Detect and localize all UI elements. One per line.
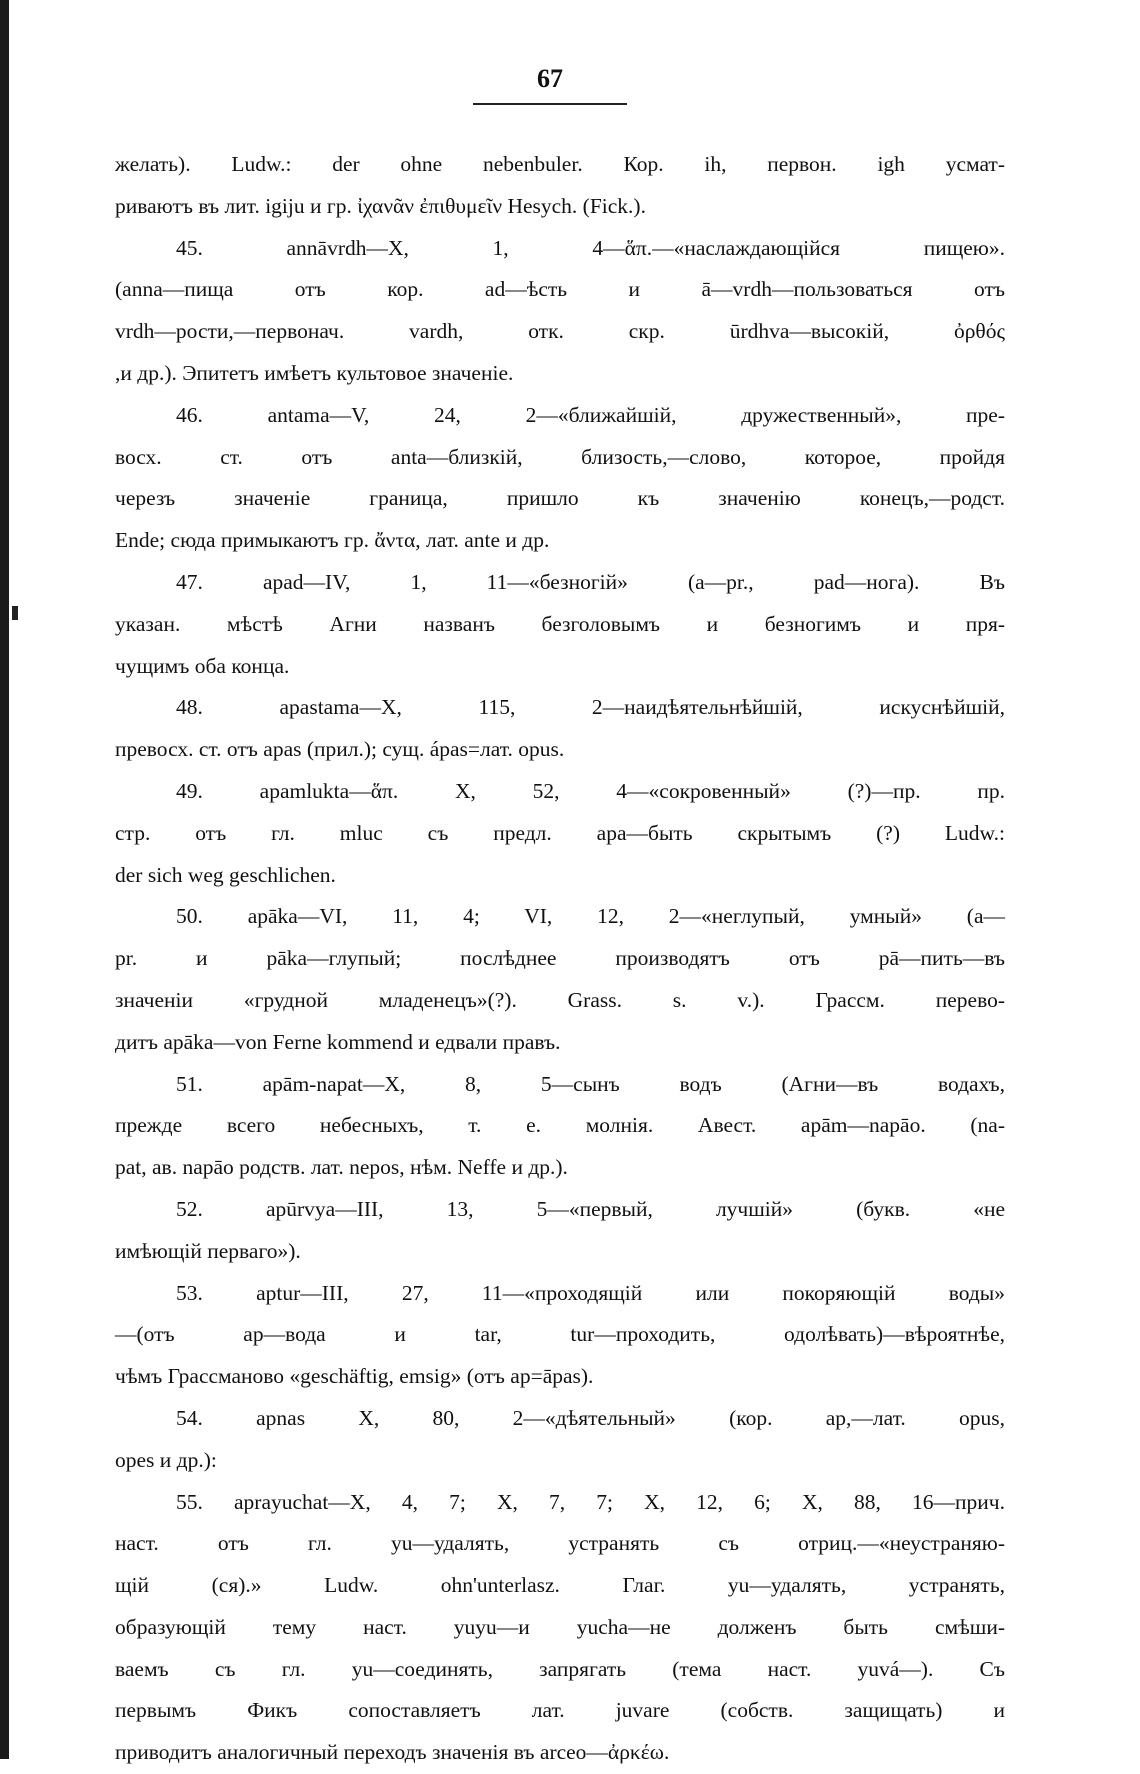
text-line: 52. apūrvya—III, 13, 5—«первый, лучшiй» (букв. «не [176,1196,1005,1221]
text-line: образующiй тему наст. yuyu—и yucha—не долженъ быть смѣши- [115,1614,1005,1639]
text-line: приводитъ аналогичный переходъ значенiя въ arceo—ἀρκέω. [115,1740,670,1765]
text-line: der sich weg geschlichen. [115,862,336,887]
page-number: 67 [537,64,563,93]
text-line: (anna—пища отъ кор. ad—ѣсть и ā—vrdh—пользоваться отъ [115,277,1005,302]
text-line: ,и др.). Эпитетъ имѣетъ культовое значенiе. [115,360,514,385]
text-line: наст. отъ гл. yu—удалять, устранять съ отриц.—«неустраняю- [115,1531,1005,1556]
text-line: opes и др.): [115,1447,217,1472]
text-line: черезъ значенiе граница, пришло къ значенiю конецъ,—родст. [115,486,1005,511]
text-line: 48. apastama—X, 115, 2—наидѣятельнѣйшiй, искуснѣйшiй, [176,695,1005,720]
text-line: первымъ Фикъ сопоставляетъ лат. juvare (собств. защищать) и [115,1698,1005,1723]
text-line: 53. aptur—III, 27, 11—«проходящiй или покоряющiй воды» [176,1280,1005,1305]
text-line: превосх. ст. отъ apas (прил.); сущ. ápas=лат. opus. [115,737,565,762]
text-line: 50. apāka—VI, 11, 4; VI, 12, 2—«неглупый, умный» (a— [176,904,1005,929]
text-line: 47. apad—IV, 1, 11—«безногiй» (a—pr., pad—нога). Въ [176,569,1005,594]
margin-mark [12,606,18,620]
text-line: Ende; сюда примыкаютъ гр. ἄντα, лат. ante и др. [115,528,550,553]
body-text [115,144,1005,1774]
scan-edge [0,0,9,1759]
text-line: 46. antama—V, 24, 2—«ближайшiй, дружественный», пре- [176,402,1005,427]
text-line: pr. и pāka—глупый; послѣднее производятъ отъ pā—пить—въ [115,946,1005,971]
text-line: дитъ apāka—von Ferne kommend и едвали правъ. [115,1029,561,1054]
text-line: значенiи «грудной младенецъ»(?). Grass. s. v.). Грассм. перево- [115,987,1005,1012]
text-line: имѣющiй перваго»). [115,1238,301,1263]
text-line: 45. annāvrdh—X, 1, 4—ἅπ.—«наслаждающiйся пищею». [176,235,1005,260]
text-line: чѣмъ Грассманово «geschäftig, emsig» (отъ ap=āpas). [115,1364,594,1389]
text-line: 54. apnas X, 80, 2—«дѣятельный» (кор. ap,—лат. opus, [176,1405,1005,1430]
text-line: указан. мѣстѣ Агни названъ безголовымъ и безногимъ и пря- [115,611,1005,636]
text-line: —(отъ ap—вода и tar, tur—проходить, одолѣвать)—вѣроятнѣе, [115,1322,1005,1347]
text-line: риваютъ въ лит. igiju и гр. ἰχανᾶν ἐπιθυμεῖν Hesych. (Fick.). [115,193,646,218]
text-line: стр. отъ гл. mluc съ предл. apa—быть скрытымъ (?) Ludw.: [115,820,1005,845]
text-line: прежде всего небесныхъ, т. е. молнiя. Авест. apām—napāo. (na- [115,1113,1005,1138]
text-line: восх. ст. отъ anta—близкiй, близость,—слово, которое, пройдя [115,444,1005,469]
text-line: 51. apām-napat—X, 8, 5—сынъ водъ (Агни—въ водахъ, [176,1071,1005,1096]
text-line: 49. apamlukta—ἅπ. X, 52, 4—«сокровенный» (?)—пр. пр. [176,778,1005,803]
text-line: чущимъ оба конца. [115,653,290,678]
text-line: pat, ав. napāo родств. лат. nepos, нѣм. Neffe и др.). [115,1155,568,1180]
text-line: желать). Ludw.: der ohne nebenbuler. Кор. ih, первон. igh усмат- [115,152,1005,176]
text-line: vrdh—рости,—первонач. vardh, отк. скр. ūrdhva—высокiй, ὀρθός [115,319,1005,344]
page-number-rule [473,103,627,105]
text-line: щiй (ся).» Ludw. ohn'unterlasz. Глаг. yu—удалять, устранять, [115,1573,1005,1598]
text-line: ваемъ съ гл. yu—соединять, запрягать (тема наст. yuvá—). Съ [115,1656,1005,1681]
text-line: 55. aprayuchat—X, 4, 7; X, 7, 7; X, 12, 6; X, 88, 16—прич. [176,1489,1005,1514]
